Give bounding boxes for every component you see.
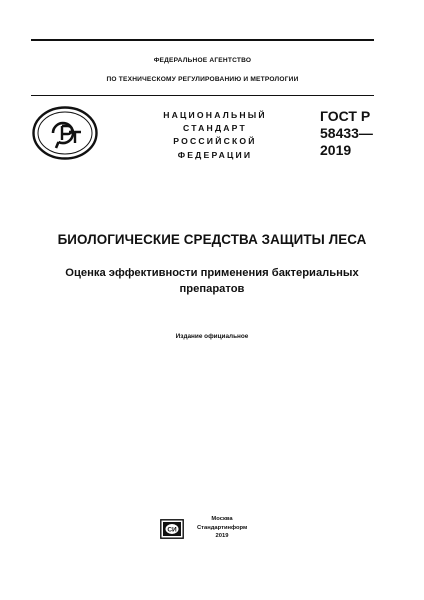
publication-year: 2019	[215, 533, 229, 540]
publisher-logo-text: СИ	[167, 526, 177, 534]
standard-type-line1: НАЦИОНАЛЬНЫЙ	[163, 110, 267, 120]
document-subtitle	[20, 265, 404, 297]
standard-designation	[320, 108, 373, 159]
subtitle-line2: препаратов	[179, 283, 245, 295]
designation-line1: ГОСТ Р	[320, 108, 371, 124]
standard-type-line3: РОССИЙСКОЙ	[173, 136, 257, 147]
designation-line3: 2019	[320, 142, 352, 158]
emblem-text: РСТ	[65, 159, 67, 160]
edition-label: Издание официальное	[175, 333, 249, 340]
standartinform-logo-icon	[160, 519, 184, 539]
agency-name-line1: ФЕДЕРАЛЬНОЕ АГЕНТСТВО	[153, 57, 252, 64]
standard-type-line2: СТАНДАРТ	[183, 123, 247, 134]
top-rule	[31, 39, 374, 41]
standard-type-line4: ФЕДЕРАЦИИ	[177, 149, 253, 160]
header-rule	[31, 95, 374, 96]
document-title: БИОЛОГИЧЕСКИЕ СРЕДСТВА ЗАЩИТЫ ЛЕСА	[57, 232, 367, 247]
subtitle-line1: Оценка эффективности применения бактериальных	[65, 267, 359, 279]
agency-name-line2: ПО ТЕХНИЧЕСКОМУ РЕГУЛИРОВАНИЮ И МЕТРОЛОГИИ	[106, 76, 299, 83]
rst-emblem-icon	[32, 106, 98, 160]
designation-line2: 58433—	[320, 125, 373, 141]
publisher-city: Москва	[211, 516, 233, 522]
publisher-imprint	[197, 515, 247, 541]
standard-type	[150, 109, 280, 162]
publisher-name: Стандартинформ	[197, 524, 248, 531]
